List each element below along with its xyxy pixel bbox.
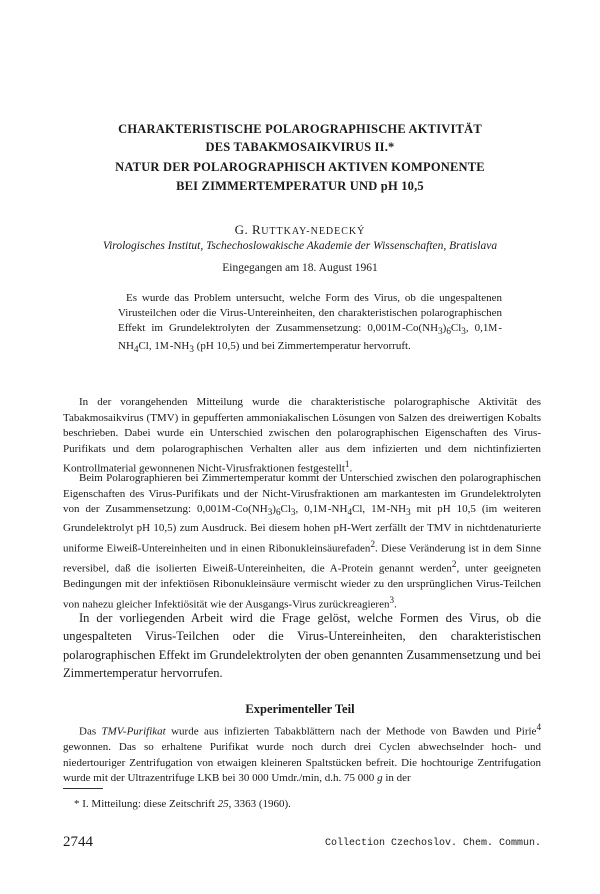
title-line-3: NATUR DER POLAROGRAPHISCH AKTIVEN KOMPONENTE <box>115 160 485 174</box>
paragraph-aim: In der vorliegenden Arbeit wird die Frage gelöst, welche Formen des Virus, ob die ungespalteten Virus-Teilchen oder die Virus-Untereinheiten, den charakteristischen polarographischen Effekt im Grundelektrolyten der oben genannten Zusammensetzung und bei Zimmertemperatur hervorrufen. <box>63 611 541 681</box>
affiliation: Virologisches Institut, Tschechoslowakische Akademie der Wissenschaften, Bratislava <box>102 240 498 252</box>
footnote-rule <box>63 788 103 789</box>
page-number: 2744 <box>63 834 93 850</box>
journal-name: Collection Czechoslov. Chem. Commun. <box>324 838 541 849</box>
paragraph-introduction: In der vorangehenden Mitteilung wurde die charakteristische polarographische Aktivität des Tabakmosaikvirus (TMV) in gepufferten ammoniakalischen Lösungen von Salzen des dreiwertigen Kobalts beschrieben. Dabei wurde ein Unterschied zwischen den polarographischen Eigenschaften des Virus-Purifikats und dem polarographischen Verhalten aller aus dem infizierten und dem nichtinfizierten Kontrollmaterial gewonnenen Nicht-Virusfraktionen festgestellt$^1$. <box>63 396 541 476</box>
author <box>0 222 600 238</box>
title-line-2: DES TABAKMOSAIKVIRUS II.* <box>205 140 395 154</box>
title-line-4: BEI ZIMMERTEMPERATUR UND pH 10,5 <box>176 179 424 193</box>
title-line-1: CHARAKTERISTISCHE POLAROGRAPHISCHE AKTIVITÄT <box>118 122 482 136</box>
section-heading: Experimenteller Teil <box>245 702 355 716</box>
paragraph-polarography: Beim Polarographieren bei Zimmertemperatur kommt der Unterschied zwischen den polarographischen Eigenschaften des Virus-Purifikats und der Nicht-Virusfraktionen am markantesten im Grundelektrolyten von der Zusammensetzung: $0,001M-Co(NH_3)_6Cl_3$, $0,1M-NH_4Cl$, $1M-NH_3$ mit pH 10,5 (im weiteren Grundelektrolyt pH 10,5) zum Ausdruck. Bei diesem hohen pH-Wert zerfällt der TMV in nichtdenaturierte uniforme Eiweiß-Untereinheiten und in einen Ribonukleinsäurefaden$^2$. Diese Veränderung ist in dem Sinne reversibel, daß die isolierten Eiweiß-Untereinheiten, die A-Protein genannt werden$^2$, unter geeigneten Bedingungen mit der infektiösen Ribonukleinsäure vermischt wieder zu den ursprünglichen Virus-Teilchen von nahezu gleicher Infektiösität wie der Ausgangs-Virus zurückreagieren$^3$. <box>63 472 541 611</box>
author-surname: UTTKAY-NEDECKÝ <box>261 226 366 237</box>
author-initial: G. R <box>234 222 262 237</box>
paragraph-experimental: Das TMV-Purifikat wurde aus infizierten Tabakblättern nach der Methode von Bawden und Pirie$^4$ gewonnen. Das so erhaltene Purifikat wurde noch durch drei Cyclen abwechselnder hoch- und niedertouriger Zentrifugation von etwaigen kleineren Spaltstücken befreit. Die hochtourige Zentrifugation wurde mit der Ultrazentrifuge LKB bei 30 000 Umdr./min, d.h. 75 000 g in der <box>63 722 542 785</box>
abstract: Es wurde das Problem untersucht, welche Form des Virus, ob die ungespaltenen Virusteilchen oder die Virus-Untereinheiten, den charakteristischen polarographischen Effekt im Grundelektrolyten der Zusammensetzung: $0,001M-Co(NH_3)_6Cl_3$, $0,1M-NH_4Cl$, $1M-NH_3$ (pH 10,5) und bei Zimmertemperatur hervorruft. <box>118 292 502 354</box>
footnote: * I. Mitteilung: diese Zeitschrift 25, 3363 (1960). <box>74 798 291 810</box>
received-date: Eingegangen am 18. August 1961 <box>222 262 378 274</box>
